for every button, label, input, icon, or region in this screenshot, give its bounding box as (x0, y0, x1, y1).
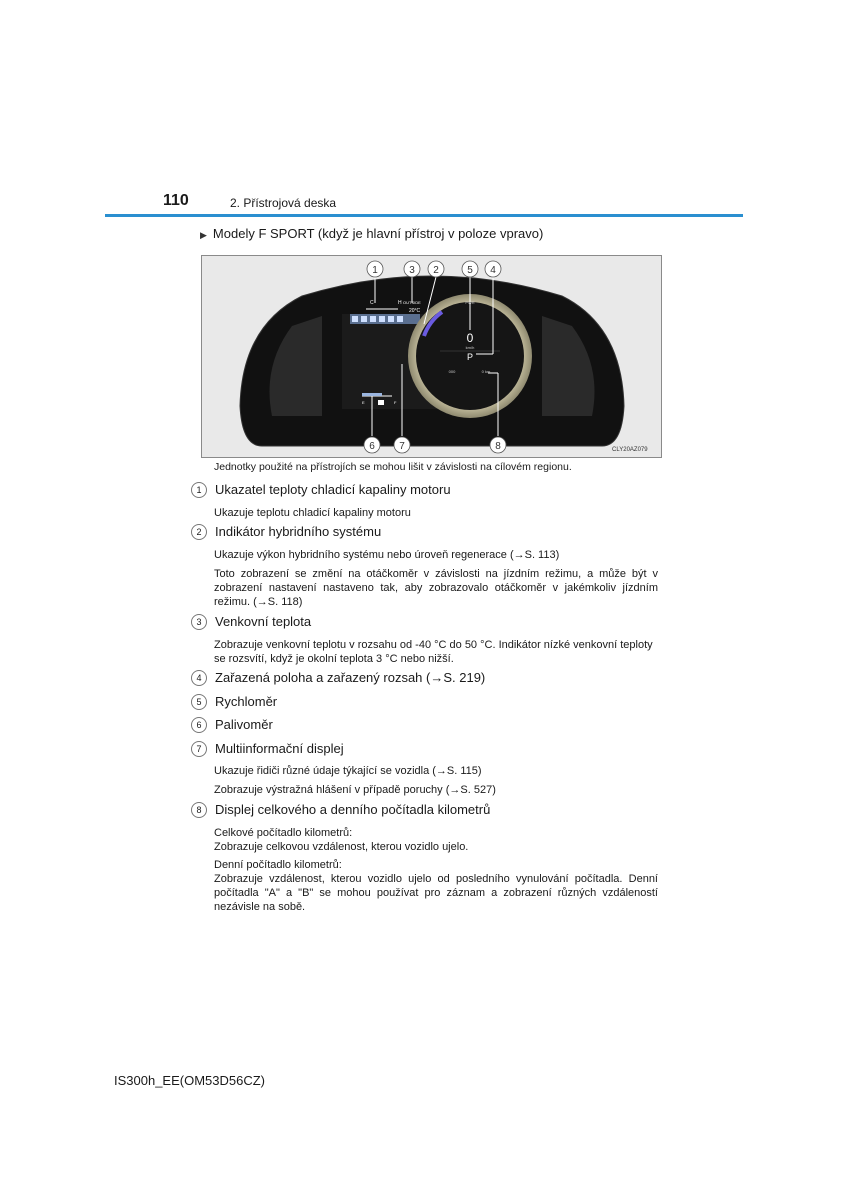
item-3 (191, 614, 311, 630)
figure-code: CLY20AZ079 (612, 447, 648, 453)
footer-model-code: IS300h_EE(OM53D56CZ) (114, 1073, 266, 1088)
fuel-e: E (362, 400, 365, 405)
item-7-desc-1: Ukazuje řidiči různé údaje týkající se vozidla (→S. 115) (214, 765, 482, 777)
item-number: 3 (191, 614, 207, 630)
page-number: 110 (163, 192, 189, 209)
item-8-desc-4: Zobrazuje vzdálenost, kterou vozidlo ujelo od posledního vynulování počítadla. Denní počítadla "A" a "B" se mohou používat pro záznam a zobrazení různých vzdáleností nezávisle na sobě. (214, 873, 658, 913)
fuel-f: F (394, 400, 397, 405)
item-5 (191, 694, 277, 710)
callout-2-label: 2 (433, 265, 439, 276)
item-6 (191, 717, 273, 733)
sub-heading (200, 226, 543, 241)
item-8-desc-1: Celkové počítadlo kilometrů: (214, 827, 353, 839)
item-title: Zařazená poloha a zařazený rozsah (→S. 219) (215, 670, 486, 685)
callout-8-label: 8 (495, 441, 501, 452)
callout-4-label: 4 (490, 265, 496, 276)
item-number: 5 (191, 694, 207, 710)
item-number: 4 (191, 670, 207, 686)
section-title: 2. Přístrojová deska (230, 196, 337, 210)
callout-6-label: 6 (369, 441, 375, 452)
item-number: 1 (191, 482, 207, 498)
item-title: Multiinformační displej (215, 741, 344, 756)
item-number: 2 (191, 524, 207, 540)
item-title: Displej celkového a denního počítadla kilometrů (215, 802, 491, 817)
sub-heading-text: Modely F SPORT (když je hlavní přístroj v poloze vpravo) (212, 226, 544, 241)
callout-7-label: 7 (399, 441, 405, 452)
item-title: Venkovní teplota (215, 614, 312, 629)
speed-unit: km/h (465, 345, 475, 350)
item-7 (191, 741, 344, 757)
item-4 (191, 670, 485, 686)
header-rule (105, 214, 743, 217)
odo-right: 0 km (481, 369, 491, 374)
temp-c-label: C (370, 300, 374, 306)
speed-value: 0 (466, 331, 474, 345)
item-8-desc-2: Zobrazuje celkovou vzdálenost, kterou vozidlo ujelo. (214, 841, 469, 853)
item-3-desc: Zobrazuje venkovní teplotu v rozsahu od -40 °C do 50 °C. Indikátor nízké venkovní teploty se rozsvítí, když je okolní teplota 3 °C nebo nižší. (214, 639, 653, 665)
odo-left: 000 (448, 369, 456, 374)
cluster-illustration (202, 256, 663, 459)
fuel-bar (362, 393, 382, 396)
item-8 (191, 802, 490, 818)
item-number: 6 (191, 717, 207, 733)
item-number: 8 (191, 802, 207, 818)
instrument-cluster-figure (201, 255, 662, 458)
item-2 (191, 524, 381, 540)
pwr-label: PWR (465, 300, 475, 305)
callout-3-label: 3 (409, 265, 415, 276)
item-2-desc-2: Toto zobrazení se změní na otáčkoměr v závislosti na jízdním režimu, a může být v zobrazení nastavení nastaveno tak, aby zobrazovalo otáčkoměr v jakémkoliv jízdním režimu. (→S. 118) (214, 568, 658, 608)
callout-1-label: 1 (372, 265, 378, 276)
figure-note: Jednotky použité na přístrojích se mohou lišit v závislosti na cílovém regionu. (214, 461, 572, 473)
outside-temp: 20°C (409, 308, 421, 314)
item-7-desc-2: Zobrazuje výstražná hlášení v případě poruchy (→S. 527) (214, 784, 496, 796)
item-8-desc-3: Denní počítadlo kilometrů: (214, 859, 342, 871)
callout-5-label: 5 (467, 265, 473, 276)
outside-label: OUTSIDE (403, 300, 421, 305)
temp-h-label: H (398, 300, 402, 306)
item-number: 7 (191, 741, 207, 757)
item-1-desc: Ukazuje teplotu chladicí kapaliny motoru (214, 507, 411, 519)
triangle-bullet-icon: ▶ (200, 230, 207, 240)
fuel-pump-icon (378, 400, 384, 405)
item-title: Palivoměr (215, 717, 273, 732)
item-1 (191, 482, 451, 498)
item-2-desc-1: Ukazuje výkon hybridního systému nebo úroveň regenerace (→S. 113) (214, 549, 560, 561)
item-title: Indikátor hybridního systému (215, 524, 382, 539)
item-title: Rychloměr (215, 694, 278, 709)
item-title: Ukazatel teploty chladicí kapaliny motoru (215, 482, 451, 497)
gear-value: P (466, 352, 474, 362)
